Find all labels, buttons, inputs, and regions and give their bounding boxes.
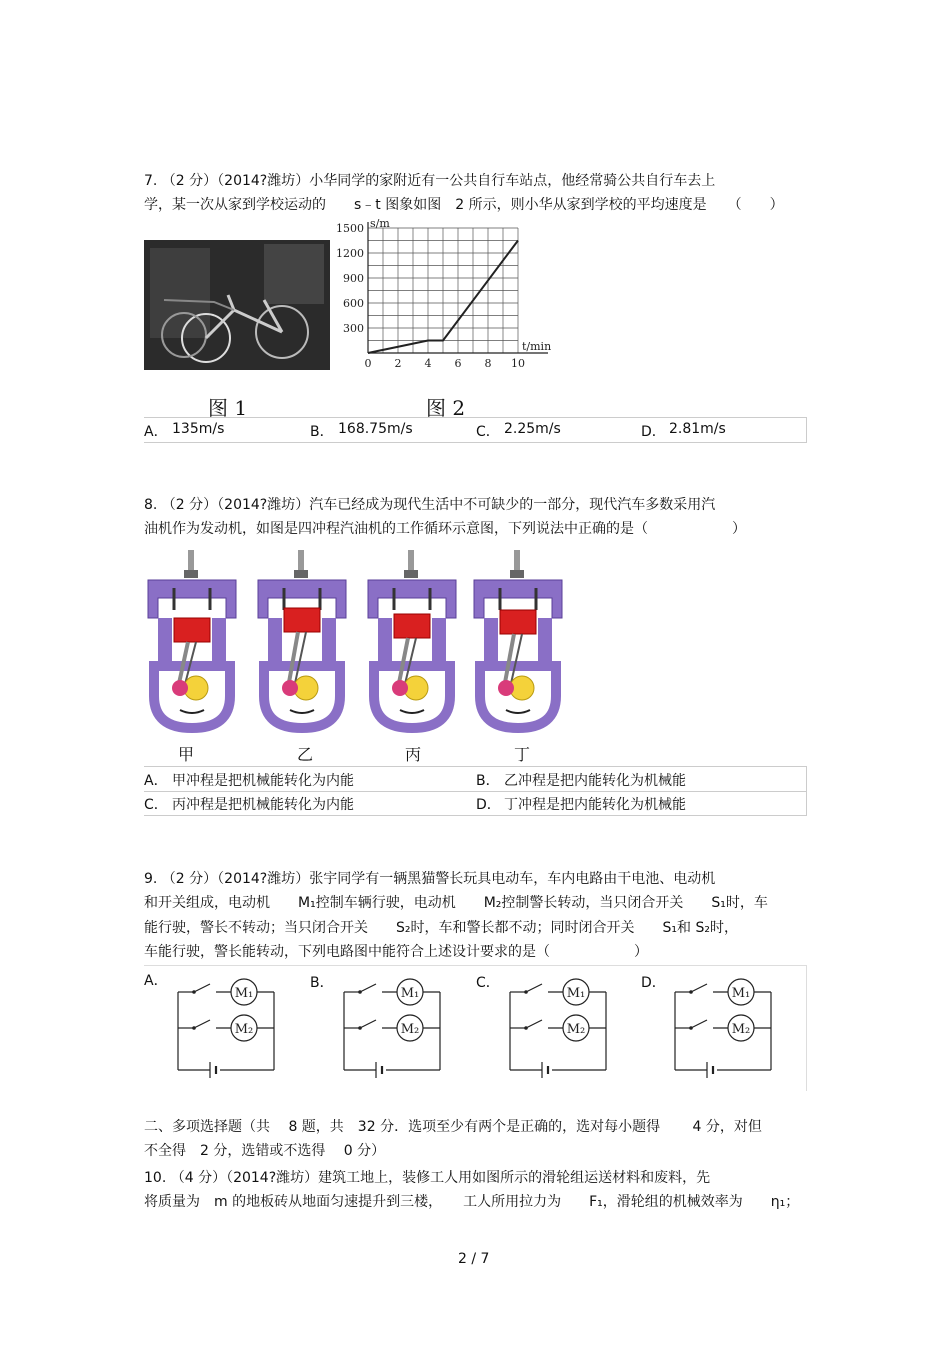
- q7-option-d-key: D．: [641, 424, 666, 440]
- switch-s2-icon-pivot: [689, 1026, 693, 1030]
- q7-option-c-text: 2.25m/s: [504, 421, 561, 437]
- motor-m1-icon-label: M₁: [234, 986, 254, 1001]
- q9-line-2: 和开关组成，电动机 M₁控制车辆行驶，电动机 M₂控制警长转动，当只闭合开关 S₁时，车: [144, 895, 768, 911]
- crank-icon: [282, 680, 298, 696]
- figure-1-label: 图 1: [208, 396, 248, 420]
- q9-line-3: 能行驶，警长不转动；当只闭合开关 S₂时，车和警长都不动；同时闭合开关 S₁和 S₂时，: [144, 920, 738, 936]
- section-2-line-2: 不全得 2 分，选错或不选得 0 分）: [144, 1143, 386, 1159]
- q9-option-b-key: B．: [310, 975, 334, 991]
- crank-icon: [498, 680, 514, 696]
- bicycle-photo: [144, 240, 330, 370]
- q8-option-c-key: C．: [144, 797, 168, 813]
- page-number: 2 / 7: [458, 1251, 490, 1267]
- piston: [500, 610, 536, 634]
- q8-option-c-text: 丙冲程是把机械能转化为内能: [172, 797, 354, 813]
- cylinder-wall-right: [538, 618, 552, 668]
- engine-label-jia: 甲: [178, 745, 195, 764]
- q7-options: [144, 417, 807, 443]
- cylinder-wall-left: [268, 618, 282, 668]
- switch-s2-icon-pivot: [524, 1026, 528, 1030]
- q8-options-row-2: [144, 791, 807, 816]
- q7-option-c-key: C．: [476, 424, 500, 440]
- y-tick-label: 1200: [336, 247, 364, 260]
- x-tick-label: 6: [454, 357, 462, 370]
- motor-m2-icon-label: M₂: [731, 1022, 751, 1037]
- q8-option-a-key: A．: [144, 773, 168, 789]
- q8-option-b-text: 乙冲程是把内能转化为机械能: [504, 773, 686, 789]
- cylinder-wall-left: [484, 618, 498, 668]
- q10-line-1: 10. （4 分）（2014?潍坊）建筑工地上，装修工人用如图所示的滑轮组运送材料和废料，先: [144, 1170, 711, 1186]
- x-axis-label: t/min: [522, 340, 552, 353]
- switch-s1-icon: [360, 984, 376, 992]
- engine-label-ding: 丁: [514, 745, 531, 764]
- motor-m1-icon-label: M₁: [400, 986, 420, 1001]
- cylinder-wall-right: [432, 618, 446, 668]
- switch-s1-icon: [691, 984, 707, 992]
- crank-icon: [172, 680, 188, 696]
- q7-option-b-text: 168.75m/s: [338, 421, 413, 437]
- spark-plug-base: [294, 570, 308, 578]
- x-tick-label: 0: [364, 357, 372, 370]
- engine-label-yi: 乙: [297, 745, 314, 764]
- engine-ding: [474, 550, 562, 728]
- q10-line-2: 将质量为 m 的地板砖从地面匀速提升到三楼， 工人所用拉力为 F₁，滑轮组的机械效率为 η₁；: [144, 1194, 800, 1210]
- y-axis-label: s/m: [370, 218, 390, 230]
- circuit-c: [510, 979, 606, 1078]
- spark-plug-base: [404, 570, 418, 578]
- q8-option-a-text: 甲冲程是把机械能转化为内能: [172, 773, 354, 789]
- switch-s1-icon-pivot: [358, 990, 362, 994]
- circuit-d: [675, 979, 771, 1078]
- bicycle-icon: [144, 240, 330, 370]
- switch-s1-icon-pivot: [524, 990, 528, 994]
- q7-option-b-key: B．: [310, 424, 334, 440]
- switch-s2-icon: [360, 1020, 376, 1028]
- switch-s1-icon-pivot: [689, 990, 693, 994]
- q9-option-d-key: D．: [641, 975, 666, 991]
- q7-option-a-key: A．: [144, 424, 168, 440]
- y-tick-label: 900: [343, 272, 364, 285]
- q8-option-b-key: B．: [476, 773, 500, 789]
- engine-jia: [148, 550, 236, 728]
- y-tick-label: 600: [343, 297, 364, 310]
- switch-s1-icon: [194, 984, 210, 992]
- q8-option-d-text: 丁冲程是把内能转化为机械能: [504, 797, 686, 813]
- switch-s2-icon-pivot: [192, 1026, 196, 1030]
- spark-plug-base: [184, 570, 198, 578]
- q9-line-1: 9. （2 分）（2014?潍坊）张宇同学有一辆黑猫警长玩具电动车，车内电路由干电池、电动机: [144, 871, 716, 887]
- crank-icon: [392, 680, 408, 696]
- q8-line-1: 8. （2 分）（2014?潍坊）汽车已经成为现代生活中不可缺少的一部分，现代汽车多数采用汽: [144, 497, 716, 513]
- q7-option-a-text: 135m/s: [172, 421, 225, 437]
- x-tick-label: 4: [424, 357, 432, 370]
- x-tick-label: 2: [394, 357, 402, 370]
- engine-yi: [258, 550, 346, 728]
- cylinder-wall-left: [158, 618, 172, 668]
- q9-option-c-key: C．: [476, 975, 500, 991]
- cylinder-wall-right: [212, 618, 226, 668]
- figure-2-label: 图 2: [426, 396, 466, 420]
- spark-plug-base: [510, 570, 524, 578]
- switch-s2-icon: [691, 1020, 707, 1028]
- engine-bing: [368, 550, 456, 728]
- q7-line-2: 学，某一次从家到学校运动的 s﹣t 图象如图 2 所示，则小华从家到学校的平均速度是 （ ）: [144, 197, 784, 213]
- switch-s1-icon-pivot: [192, 990, 196, 994]
- engine-diagram: [144, 548, 574, 738]
- y-tick-label: 1500: [336, 222, 364, 235]
- piston: [394, 614, 430, 638]
- switch-s2-icon-pivot: [358, 1026, 362, 1030]
- q8-options-row-1: [144, 766, 807, 792]
- q8-line-2: 油机作为发动机，如图是四冲程汽油机的工作循环示意图，下列说法中正确的是（ ）: [144, 521, 746, 537]
- circuit-b: [344, 979, 440, 1078]
- switch-s2-icon: [194, 1020, 210, 1028]
- circuit-a: [178, 979, 274, 1078]
- q9-circuit-options: [144, 965, 807, 1091]
- cylinder-head: [148, 580, 236, 618]
- cylinder-wall-right: [322, 618, 336, 668]
- q7-line-1: 7. （2 分）（2014?潍坊）小华同学的家附近有一公共自行车站点，他经常骑公共自行车去上: [144, 173, 716, 189]
- section-2-line-1: 二、多项选择题（共 8 题，共 32 分．选项至少有两个是正确的，选对每小题得 4 分，对但: [144, 1119, 762, 1135]
- motor-m2-icon-label: M₂: [566, 1022, 586, 1037]
- cylinder-head: [368, 580, 456, 618]
- motor-m2-icon-label: M₂: [400, 1022, 420, 1037]
- switch-s1-icon: [526, 984, 542, 992]
- switch-s2-icon: [526, 1020, 542, 1028]
- y-tick-label: 300: [343, 322, 364, 335]
- st-chart: [330, 218, 560, 378]
- motor-m2-icon-label: M₂: [234, 1022, 254, 1037]
- q7-option-d-text: 2.81m/s: [669, 421, 726, 437]
- motor-m1-icon-label: M₁: [566, 986, 586, 1001]
- x-tick-label: 8: [484, 357, 492, 370]
- piston: [174, 618, 210, 642]
- motor-m1-icon-label: M₁: [731, 986, 751, 1001]
- piston: [284, 608, 320, 632]
- cylinder-wall-left: [378, 618, 392, 668]
- x-tick-label: 10: [511, 357, 525, 370]
- q9-line-4: 车能行驶，警长能转动，下列电路图中能符合上述设计要求的是（ ）: [144, 944, 648, 960]
- q9-option-a-key: A．: [144, 973, 168, 989]
- engine-label-bing: 丙: [405, 745, 422, 764]
- q8-option-d-key: D．: [476, 797, 501, 813]
